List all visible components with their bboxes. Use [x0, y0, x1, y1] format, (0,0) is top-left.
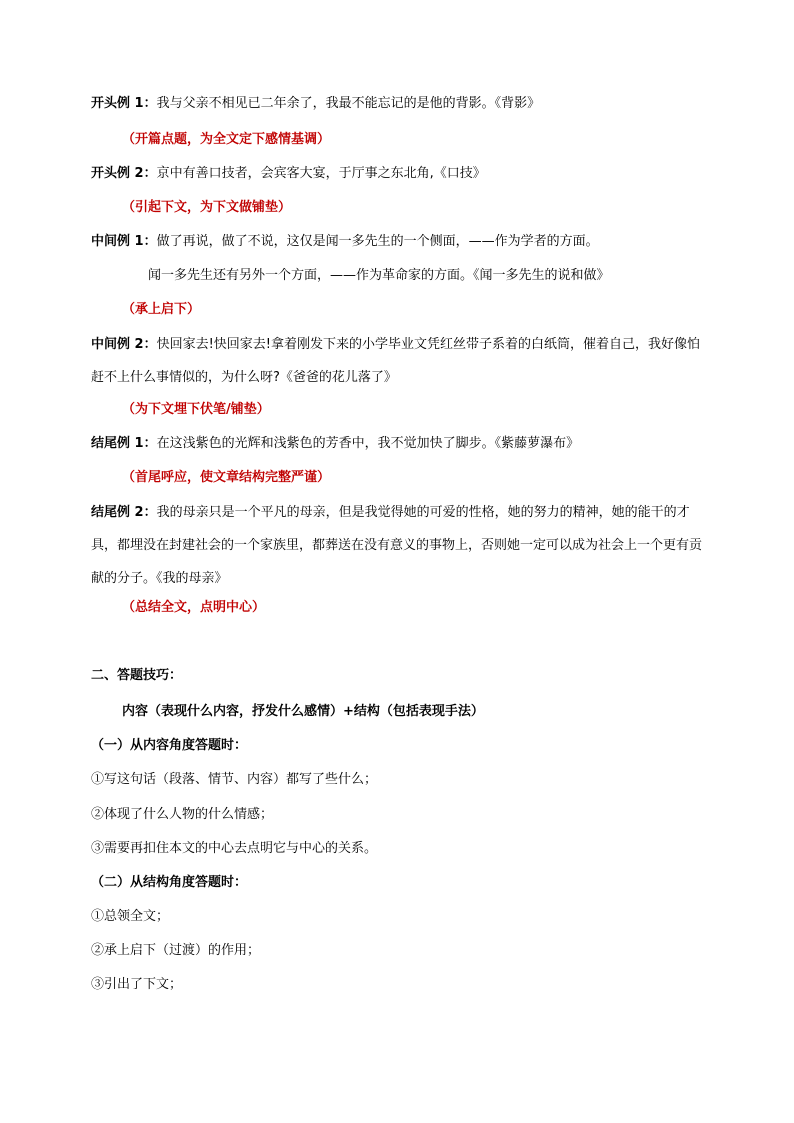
example-text: 快回家去!快回家去!拿着刚发下来的小学毕业文凭红丝带子系着的白纸筒，催着自己，我好像怕赶不上什么事情似的，为什么呀?《爸爸的花儿落了》	[91, 337, 701, 385]
example-text: 京中有善口技者，会宾客大宴，于厅事之东北角,《口技》	[156, 166, 486, 181]
example-text: 我的母亲只是一个平凡的母亲，但是我觉得她的可爱的性格，她的努力的精神，她的能干的才具，都埋没在封建社会的一个家族里，都葬送在没有意义的事物上，否则她一定可以成为社会上一个更有贡献的分子。《我的母亲》	[91, 505, 703, 586]
list-item: ①写这句话（段落、情节、内容）都写了些什么；	[91, 772, 378, 787]
example-open-2	[91, 164, 486, 184]
example-label: 开头例 2：	[91, 166, 157, 181]
example-label: 中间例 1：	[91, 234, 157, 249]
example-label: 结尾例 1：	[91, 436, 157, 451]
example-label: 开头例 1：	[91, 96, 157, 111]
example-end-1	[91, 434, 579, 454]
example-text-continued: 闻一多先生还有另外一个方面，——作为革命家的方面。《闻一多先生的说和做》	[148, 268, 610, 283]
list-item: ③引出了下文；	[91, 977, 183, 992]
example-label: 中间例 2：	[91, 337, 157, 352]
example-text: 做了再说，做了不说，这仅是闻一多先生的一个侧面，——作为学者的方面。	[156, 234, 599, 249]
list-item: ②体现了什么人物的什么情感；	[91, 807, 274, 822]
example-note: （首尾呼应，使文章结构完整严谨）	[122, 470, 331, 485]
example-middle-1	[91, 232, 599, 252]
list-item: ①总领全文；	[91, 909, 170, 924]
answer-formula: 内容（表现什么内容，抒发什么感情）+结构（包括表现手法）	[122, 704, 484, 719]
example-note: （总结全文，点明中心）	[122, 600, 266, 615]
structure-heading: （二）从结构角度答题时：	[91, 875, 248, 890]
content-heading: （一）从内容角度答题时：	[91, 738, 248, 753]
list-item: ③需要再扣住本文的中心去点明它与中心的关系。	[91, 841, 378, 856]
example-note: （承上启下）	[122, 302, 201, 317]
example-note: （引起下文，为下文做铺垫）	[122, 200, 292, 215]
section-title: 二、答题技巧：	[91, 668, 183, 683]
list-item: ②承上启下（过渡）的作用；	[91, 943, 261, 958]
example-text: 在这浅紫色的光辉和浅紫色的芳香中，我不觉加快了脚步。《紫藤萝瀑布》	[156, 436, 580, 451]
example-middle-2	[91, 328, 707, 394]
example-label: 结尾例 2：	[91, 505, 157, 520]
example-note: （开篇点题，为全文定下感情基调）	[122, 132, 331, 147]
example-end-2	[91, 496, 707, 595]
example-note: （为下文埋下伏笔/铺垫）	[122, 402, 270, 417]
example-open-1	[91, 94, 540, 114]
example-text: 我与父亲不相见已二年余了，我最不能忘记的是他的背影。《背影》	[156, 96, 541, 111]
